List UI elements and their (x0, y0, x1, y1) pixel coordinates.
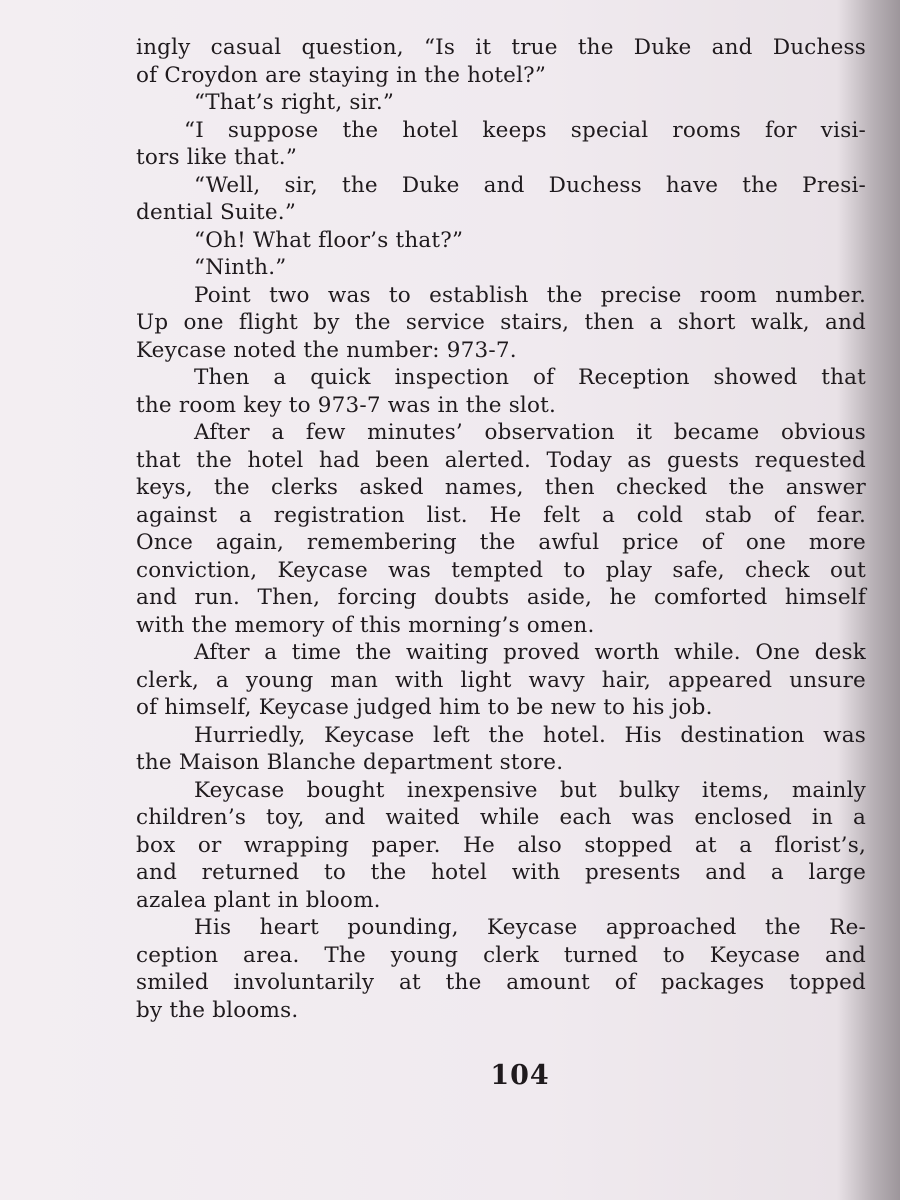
text-line: “That’s right, sir.” (194, 90, 395, 115)
text-line: Keycase noted the number: 973-7. (136, 337, 517, 363)
text-line: “I suppose the hotel keeps special rooms for visi- (184, 117, 866, 143)
text-line: His heart pounding, Keycase approached the Re- (194, 915, 866, 940)
text-line: smiled involuntarily at the amount of packages topped (136, 970, 866, 995)
text-line: After a time the waiting proved worth while. One desk (194, 640, 866, 665)
text-line: of himself, Keycase judged him to be new to his job. (136, 695, 713, 720)
text-line: the Maison Blanche department store. (136, 750, 564, 775)
page-number: 104 (490, 1060, 550, 1091)
body-text (136, 34, 866, 1024)
text-line: the room key to 973-7 was in the slot. (136, 392, 557, 418)
text-line: “Oh! What floor’s that?” (194, 227, 464, 253)
text-line: children’s toy, and waited while each was enclosed in a (136, 805, 866, 830)
text-line: and run. Then, forcing doubts aside, he comforted himself (136, 585, 866, 610)
text-line: box or wrapping paper. He also stopped at a florist’s, (136, 832, 866, 858)
text-line: After a few minutes’ observation it became obvious (194, 420, 866, 445)
text-line: Up one flight by the service stairs, then a short walk, and (136, 310, 866, 335)
text-line: Point two was to establish the precise room number. (194, 282, 866, 308)
text-line: of Croydon are staying in the hotel?” (136, 62, 547, 88)
text-line: that the hotel had been alerted. Today as guests requested (136, 447, 866, 473)
text-line: by the blooms. (136, 997, 299, 1023)
text-line: azalea plant in bloom. (136, 887, 381, 913)
text-line: Hurriedly, Keycase left the hotel. His destination was (194, 722, 866, 748)
text-line: conviction, Keycase was tempted to play safe, check out (136, 557, 866, 583)
text-line: and returned to the hotel with presents and a large (136, 860, 866, 885)
text-line: tors like that.” (136, 145, 298, 170)
text-line: dential Suite.” (136, 200, 297, 225)
text-line: Then a quick inspection of Reception showed that (194, 365, 866, 390)
text-line: clerk, a young man with light wavy hair, appeared unsure (136, 667, 866, 693)
text-line: Keycase bought inexpensive but bulky items, mainly (194, 777, 866, 803)
text-line: with the memory of this morning’s omen. (136, 612, 595, 638)
text-line: “Ninth.” (194, 255, 287, 280)
text-line: keys, the clerks asked names, then checked the answer (136, 475, 866, 500)
text-line: Once again, remembering the awful price of one more (136, 530, 866, 555)
text-line: “Well, sir, the Duke and Duchess have the Presi- (194, 172, 866, 198)
text-line: ingly casual question, “Is it true the Duke and Duchess (136, 35, 866, 60)
text-line: against a registration list. He felt a cold stab of fear. (136, 502, 866, 528)
text-line: ception area. The young clerk turned to Keycase and (136, 942, 866, 968)
